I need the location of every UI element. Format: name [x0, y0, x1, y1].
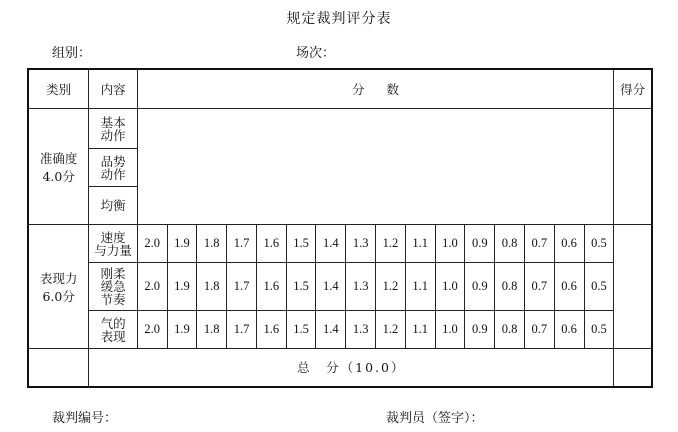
score-option[interactable]: 1.7 — [227, 263, 257, 311]
accuracy-item-basic: 基本 动作 — [89, 109, 137, 149]
performance-label: 表现力 — [39, 270, 78, 286]
performance-row-3 — [28, 311, 652, 349]
score-option[interactable]: 1.7 — [227, 225, 257, 263]
score-option[interactable]: 1.6 — [256, 311, 286, 349]
score-option[interactable]: 1.3 — [346, 225, 376, 263]
score-option[interactable]: 1.5 — [286, 225, 316, 263]
performance-points: 6.0分 — [42, 288, 75, 304]
total-blank-cell — [28, 349, 89, 387]
accuracy-gained-cell[interactable] — [614, 109, 652, 225]
score-option[interactable]: 1.0 — [435, 225, 465, 263]
total-gained-cell[interactable] — [614, 349, 652, 387]
score-option[interactable]: 1.9 — [167, 311, 197, 349]
score-option[interactable]: 1.8 — [197, 263, 227, 311]
score-option[interactable]: 0.8 — [495, 225, 525, 263]
performance-item-energy: 气的 表现 — [89, 311, 137, 349]
score-option[interactable]: 0.6 — [554, 225, 584, 263]
score-option[interactable]: 1.2 — [376, 225, 406, 263]
total-label: 总 分（10.0） — [89, 349, 614, 387]
score-option[interactable]: 1.1 — [405, 311, 435, 349]
score-option[interactable]: 1.8 — [197, 311, 227, 349]
judge-number-label: 裁判编号： — [52, 411, 118, 426]
header-content: 内容 — [89, 69, 137, 109]
performance-row-1 — [28, 225, 652, 263]
accuracy-item-balance: 均衡 — [89, 187, 137, 225]
score-option[interactable]: 1.6 — [256, 225, 286, 263]
performance-item-speed: 速度 与力量 — [89, 225, 137, 263]
accuracy-points: 4.0分 — [42, 168, 75, 184]
total-row — [28, 349, 652, 387]
performance-gained-cell[interactable] — [614, 225, 652, 349]
score-option[interactable]: 1.3 — [346, 311, 376, 349]
score-option[interactable]: 0.8 — [495, 263, 525, 311]
page-title: 规定裁判评分表 — [286, 11, 392, 27]
header-score: 分数 — [137, 69, 614, 109]
accuracy-row-1 — [28, 109, 652, 149]
accuracy-score-area[interactable] — [137, 109, 614, 225]
score-option[interactable]: 1.1 — [405, 225, 435, 263]
accuracy-item-poomsae: 品势 动作 — [89, 149, 137, 187]
score-option[interactable]: 0.5 — [584, 263, 614, 311]
accuracy-label: 准确度 — [39, 150, 78, 166]
header-category: 类别 — [28, 69, 89, 109]
score-option[interactable]: 1.6 — [256, 263, 286, 311]
score-option[interactable]: 1.4 — [316, 311, 346, 349]
header-row — [28, 69, 652, 109]
score-option[interactable]: 1.2 — [376, 263, 406, 311]
score-option[interactable]: 0.8 — [495, 311, 525, 349]
group-label: 组别： — [52, 46, 92, 61]
score-table — [27, 68, 653, 388]
judge-signature-label: 裁判员（签字）： — [386, 411, 484, 426]
score-option[interactable]: 1.8 — [197, 225, 227, 263]
score-option[interactable]: 0.9 — [465, 311, 495, 349]
score-option[interactable]: 0.7 — [524, 225, 554, 263]
score-option[interactable]: 1.5 — [286, 311, 316, 349]
performance-item-rhythm: 刚柔 缓急 节奏 — [89, 263, 137, 311]
score-option[interactable]: 1.9 — [167, 263, 197, 311]
score-option[interactable]: 0.6 — [554, 311, 584, 349]
score-option[interactable]: 0.7 — [524, 311, 554, 349]
score-option[interactable]: 0.9 — [465, 225, 495, 263]
header-gained: 得分 — [614, 69, 652, 109]
score-option[interactable]: 2.0 — [137, 311, 167, 349]
score-option[interactable]: 1.0 — [435, 311, 465, 349]
score-option[interactable]: 1.1 — [405, 263, 435, 311]
score-option[interactable]: 0.9 — [465, 263, 495, 311]
score-option[interactable]: 1.2 — [376, 311, 406, 349]
score-option[interactable]: 0.6 — [554, 263, 584, 311]
score-option[interactable]: 0.5 — [584, 225, 614, 263]
score-option[interactable]: 1.4 — [316, 263, 346, 311]
score-option[interactable]: 1.0 — [435, 263, 465, 311]
score-option[interactable]: 0.7 — [524, 263, 554, 311]
performance-row-2 — [28, 263, 652, 311]
score-option[interactable]: 2.0 — [137, 225, 167, 263]
score-option[interactable]: 1.3 — [346, 263, 376, 311]
score-option[interactable]: 1.5 — [286, 263, 316, 311]
score-option[interactable]: 1.7 — [227, 311, 257, 349]
score-option[interactable]: 0.5 — [584, 311, 614, 349]
score-option[interactable]: 1.4 — [316, 225, 346, 263]
score-option[interactable]: 2.0 — [137, 263, 167, 311]
session-label: 场次： — [296, 46, 336, 61]
performance-category — [28, 225, 89, 349]
score-option[interactable]: 1.9 — [167, 225, 197, 263]
accuracy-category — [28, 109, 89, 225]
